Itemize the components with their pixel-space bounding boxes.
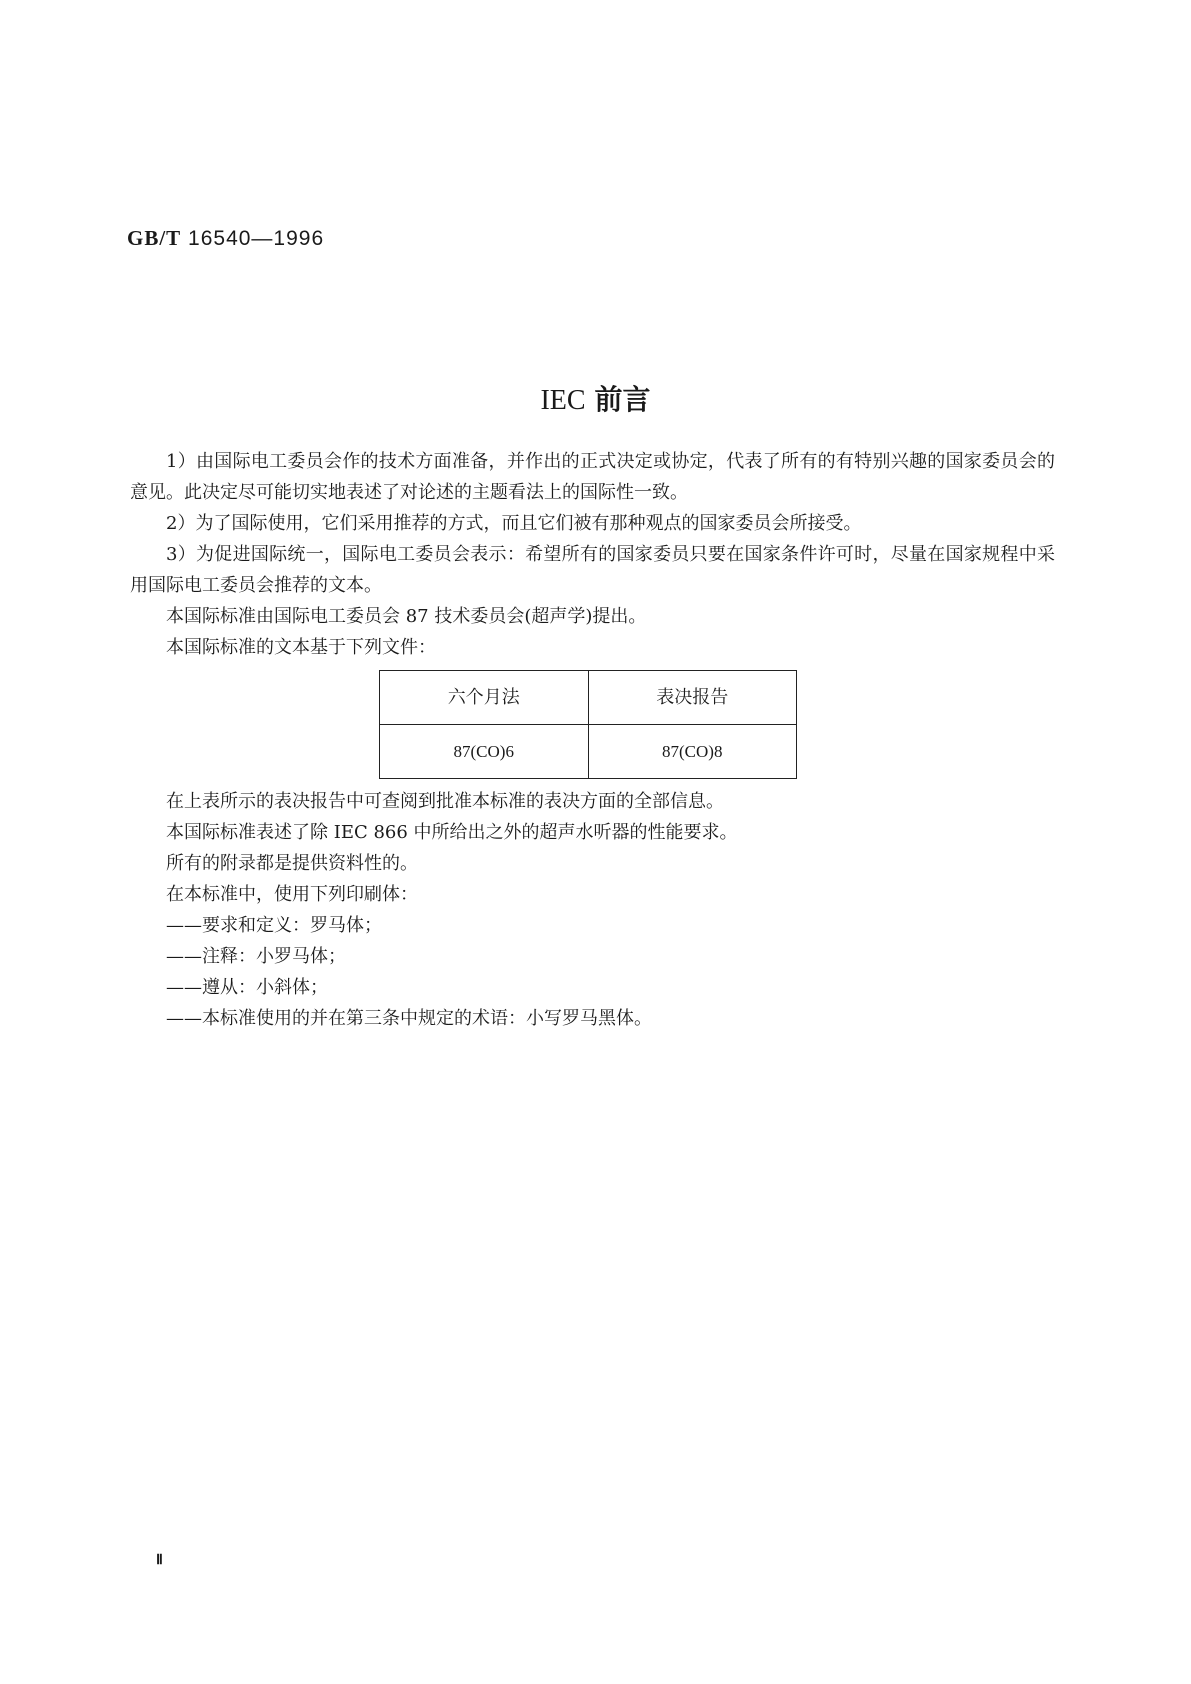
paragraph-6: 在上表所示的表决报告中可查阅到批准本标准的表决方面的全部信息。: [166, 791, 724, 812]
list-item: ——注释：小罗马体；: [166, 946, 346, 967]
paragraph-7: 本国际标准表述了除 IEC 866 中所给出之外的超声水听器的性能要求。: [166, 822, 738, 843]
table-header-cell: 六个月法: [380, 671, 589, 725]
title-chinese: 前言: [594, 383, 651, 416]
standard-number: 16540—1996: [188, 227, 325, 250]
table-header-row: [380, 671, 797, 725]
list-item: ——要求和定义：罗马体；: [166, 915, 382, 936]
table-row: [380, 725, 797, 779]
documents-table: [379, 670, 797, 779]
paragraph-5: 本国际标准的文本基于下列文件：: [166, 637, 436, 658]
paragraph-8: 所有的附录都是提供资料性的。: [166, 853, 418, 874]
table-cell: 87(CO)6: [380, 725, 589, 779]
standard-code: [127, 226, 324, 251]
title-latin: IEC: [540, 385, 586, 416]
page-number: Ⅱ: [156, 1553, 163, 1568]
list-item: ——本标准使用的并在第三条中规定的术语：小写罗马黑体。: [166, 1008, 652, 1029]
paragraph-1: 1）由国际电工委员会作的技术方面准备，并作出的正式决定或协定，代表了所有的有特别兴趣的国家委员会的意见。此决定尽可能切实地表述了对论述的主题看法上的国际性一致。: [130, 451, 1055, 503]
paragraph-2: 2）为了国际使用，它们采用推荐的方式，而且它们被有那种观点的国家委员会所接受。: [166, 513, 862, 534]
paragraph-9: 在本标准中，使用下列印刷体：: [166, 884, 418, 905]
standard-prefix: GB/T: [127, 226, 182, 250]
list-item: ——遵从：小斜体；: [166, 977, 328, 998]
body-text: [130, 446, 1055, 1034]
paragraph-4: 本国际标准由国际电工委员会 87 技术委员会(超声学)提出。: [166, 606, 647, 627]
paragraph-3: 3）为促进国际统一，国际电工委员会表示：希望所有的国家委员只要在国家条件许可时，尽量在国家规程中采用国际电工委员会推荐的文本。: [130, 544, 1055, 596]
table-header-cell: 表决报告: [588, 671, 797, 725]
table-cell: 87(CO)8: [588, 725, 797, 779]
page-title: [0, 378, 1191, 418]
